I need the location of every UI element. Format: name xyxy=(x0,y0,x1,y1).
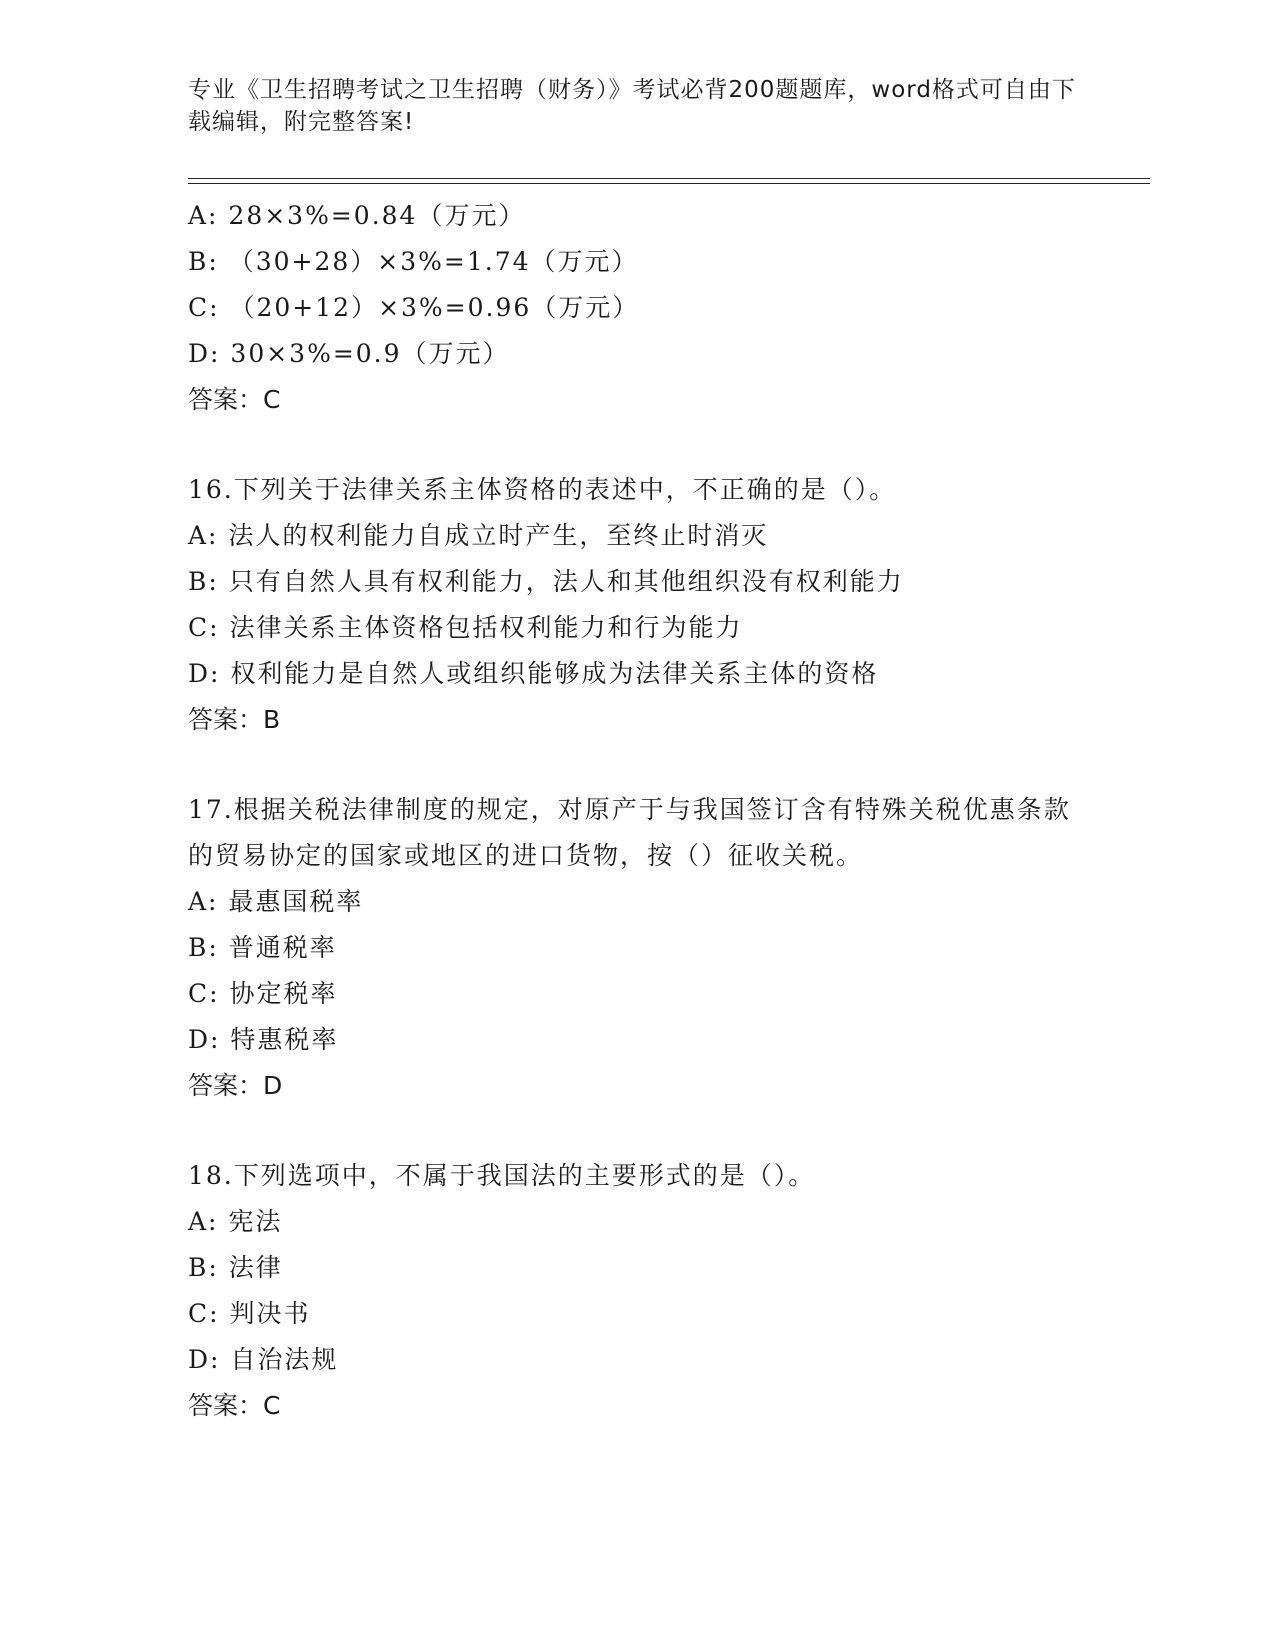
option-a: A: 最惠国税率 xyxy=(188,887,364,916)
option-c: C: 协定税率 xyxy=(188,979,338,1008)
question-list xyxy=(188,193,1088,1429)
option-c: C: （20+12）×3%=0.96（万元） xyxy=(188,293,640,322)
option-d: D: 特惠税率 xyxy=(188,1025,339,1054)
question-block-17 xyxy=(188,787,1088,1109)
question-block-15 xyxy=(188,193,1088,423)
option-b: B: 只有自然人具有权利能力，法人和其他组织没有权利能力 xyxy=(188,567,904,596)
option-a: A: 法人的权利能力自成立时产生，至终止时消灭 xyxy=(188,521,769,550)
option-d: D: 权利能力是自然人或组织能够成为法律关系主体的资格 xyxy=(188,659,879,688)
header-divider-bottom xyxy=(188,183,1150,184)
document-intro: 专业《卫生招聘考试之卫生招聘（财务）》考试必背200题题库，word格式可自由下载编辑，附完整答案! xyxy=(188,77,1076,135)
answer: 答案：C xyxy=(188,1391,281,1420)
question-text: 16.下列关于法律关系主体资格的表述中，不正确的是（）。 xyxy=(188,475,897,504)
question-block-18 xyxy=(188,1153,1088,1429)
option-c: C: 法律关系主体资格包括权利能力和行为能力 xyxy=(188,613,743,642)
option-b: B: 法律 xyxy=(188,1253,283,1282)
answer: 答案：C xyxy=(188,385,281,414)
question-block-16 xyxy=(188,467,1088,743)
header-divider-top xyxy=(188,178,1150,179)
option-d: D: 30×3%=0.9（万元） xyxy=(188,339,510,368)
option-c: C: 判决书 xyxy=(188,1299,311,1328)
answer: 答案：D xyxy=(188,1071,283,1100)
answer: 答案：B xyxy=(188,705,281,734)
option-b: B: （30+28）×3%=1.74（万元） xyxy=(188,247,639,276)
option-b: B: 普通税率 xyxy=(188,933,337,962)
question-text: 18.下列选项中，不属于我国法的主要形式的是（）。 xyxy=(188,1161,816,1190)
question-text: 17.根据关税法律制度的规定，对原产于与我国签订含有特殊关税优惠条款的贸易协定的国家或地区的进口货物，按（）征收关税。 xyxy=(188,795,1071,870)
option-a: A: 宪法 xyxy=(188,1207,283,1236)
option-d: D: 自治法规 xyxy=(188,1345,339,1374)
option-a: A: 28×3%=0.84（万元） xyxy=(188,201,526,230)
